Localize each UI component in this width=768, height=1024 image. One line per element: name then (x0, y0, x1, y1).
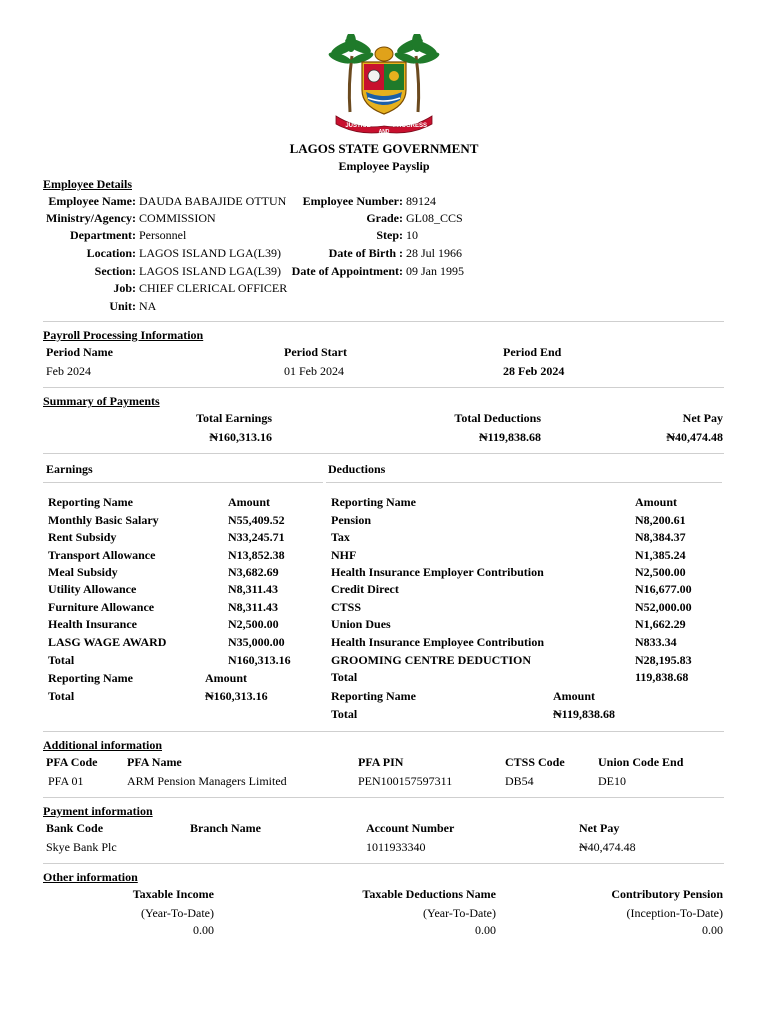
net-pay-label: Net Pay (682, 411, 723, 425)
deductions-heading: Deductions (328, 462, 386, 476)
earnings-sub-col-name: Reporting Name (48, 671, 133, 685)
org-title: LAGOS STATE GOVERNMENT (289, 141, 479, 156)
pfa-code-value: PFA 01 (48, 774, 84, 788)
deductions-row-name: Health Insurance Employer Contribution (331, 565, 544, 579)
earnings-sub-total-value: ₦160,313.16 (205, 689, 268, 703)
contributory-pension-value: 0.00 (702, 923, 723, 937)
deductions-row-name: CTSS (331, 600, 362, 614)
earnings-row-amount: N13,852.38 (228, 548, 285, 562)
deductions-sub-total-label: Total (331, 707, 358, 721)
pfa-pin-value: PEN100157597311 (358, 774, 453, 788)
total-deductions-value: ₦119,838.68 (478, 430, 541, 444)
earnings-row-name: Transport Allowance (48, 548, 156, 562)
period-end-label: Period End (503, 345, 562, 359)
location-value: LAGOS ISLAND LGA(L39) (139, 246, 281, 260)
dob-value: 28 Jul 1966 (406, 246, 463, 260)
divider (43, 387, 724, 388)
period-start-label: Period Start (284, 345, 347, 359)
additional-heading: Additional information (43, 738, 163, 752)
department-label: Department: (70, 228, 136, 242)
earnings-row-amount: N33,245.71 (228, 530, 285, 544)
employee-details-heading: Employee Details (43, 177, 132, 191)
earnings-row-amount: N2,500.00 (228, 617, 279, 631)
earnings-row-name: Health Insurance (48, 617, 138, 631)
earnings-total-value: N160,313.16 (228, 653, 291, 667)
ctss-code-label: CTSS Code (505, 755, 565, 769)
doa-label: Date of Appointment: (291, 264, 403, 278)
deductions-sub-total-value: ₦119,838.68 (553, 707, 616, 721)
total-earnings-label: Total Earnings (196, 411, 272, 425)
earnings-heading: Earnings (46, 462, 93, 476)
pfa-code-label: PFA Code (46, 755, 98, 769)
earnings-total-label: Total (48, 653, 75, 667)
earnings-row-amount: N3,682.69 (228, 565, 279, 579)
employee-number-label: Employee Number: (302, 194, 403, 208)
job-label: Job: (113, 281, 136, 295)
deductions-row-amount: N1,662.29 (635, 617, 686, 631)
earnings-row-amount: N8,311.43 (228, 582, 279, 596)
section-value: LAGOS ISLAND LGA(L39) (139, 264, 281, 278)
pfa-pin-label: PFA PIN (358, 755, 404, 769)
other-heading: Other information (43, 870, 138, 884)
earnings-sub-total-label: Total (48, 689, 75, 703)
pfa-name-label: PFA Name (127, 755, 182, 769)
deductions-row-name: GROOMING CENTRE DEDUCTION (331, 653, 532, 667)
deductions-row-name: Union Dues (331, 617, 391, 631)
divider (43, 863, 724, 864)
employee-name-value: DAUDA BABAJIDE OTTUN (139, 194, 287, 208)
payment-net-pay-value: ₦40,474.48 (579, 840, 636, 854)
contributory-pension-period: (Inception-To-Date) (626, 906, 723, 920)
earnings-row-name: LASG WAGE AWARD (48, 635, 167, 649)
department-value: Personnel (139, 228, 187, 242)
crest-motto-right: PROGRESS (392, 123, 428, 129)
step-label: Step: (376, 228, 403, 242)
grade-label: Grade: (366, 211, 403, 225)
ministry-value: COMMISSION (139, 211, 216, 225)
deductions-row-amount: N1,385.24 (635, 548, 686, 562)
crest-motto-mid: AND (378, 129, 390, 135)
period-end-value: 28 Feb 2024 (503, 364, 565, 378)
section-label: Section: (94, 264, 136, 278)
taxable-income-period: (Year-To-Date) (140, 906, 214, 920)
branch-name-label: Branch Name (190, 821, 261, 835)
divider (43, 797, 724, 798)
crest-motto-left: JUSTICE (345, 123, 371, 129)
divider (326, 482, 722, 483)
deductions-sub-col-amount: Amount (553, 689, 596, 703)
deductions-row-amount: N28,195.83 (635, 653, 692, 667)
deductions-row-name: Health Insurance Employee Contribution (331, 635, 545, 649)
contributory-pension-label: Contributory Pension (611, 887, 723, 901)
deductions-row-name: Pension (331, 513, 372, 527)
union-code-label: Union Code End (598, 755, 684, 769)
deductions-row-amount: N833.34 (635, 635, 677, 649)
employee-name-label: Employee Name: (48, 194, 136, 208)
earnings-row-name: Utility Allowance (48, 582, 137, 596)
account-number-value: 1011933340 (366, 840, 426, 854)
ctss-code-value: DB54 (505, 774, 534, 788)
earnings-row-name: Meal Subsidy (48, 565, 118, 579)
deductions-sub-col-name: Reporting Name (331, 689, 416, 703)
period-name-label: Period Name (46, 345, 113, 359)
step-value: 10 (406, 228, 418, 242)
deductions-col-amount: Amount (635, 495, 678, 509)
account-number-label: Account Number (366, 821, 455, 835)
deductions-row-amount: N52,000.00 (635, 600, 692, 614)
net-pay-value: ₦40,474.48 (666, 430, 723, 444)
earnings-row-name: Furniture Allowance (48, 600, 155, 614)
taxable-income-label: Taxable Income (132, 887, 214, 901)
earnings-row-amount: N8,311.43 (228, 600, 279, 614)
taxable-deductions-label: Taxable Deductions Name (362, 887, 496, 901)
payment-net-pay-label: Net Pay (579, 821, 620, 835)
job-value: CHIEF CLERICAL OFFICER (139, 281, 288, 295)
period-start-value: 01 Feb 2024 (284, 364, 344, 378)
bank-code-value: Skye Bank Plc (46, 840, 117, 854)
bank-code-label: Bank Code (46, 821, 104, 835)
deductions-row-amount: N2,500.00 (635, 565, 686, 579)
deductions-total-value: 119,838.68 (635, 670, 689, 684)
payment-heading: Payment information (43, 804, 153, 818)
location-label: Location: (86, 246, 136, 260)
period-name-value: Feb 2024 (46, 364, 91, 378)
lagos-state-crest-logo (328, 34, 440, 140)
deductions-row-amount: N16,677.00 (635, 582, 692, 596)
dob-label: Date of Birth : (328, 246, 403, 260)
deductions-row-name: Tax (331, 530, 350, 544)
doa-value: 09 Jan 1995 (406, 264, 464, 278)
union-code-value: DE10 (598, 774, 626, 788)
taxable-income-value: 0.00 (193, 923, 214, 937)
total-deductions-label: Total Deductions (454, 411, 541, 425)
taxable-deductions-period: (Year-To-Date) (422, 906, 496, 920)
taxable-deductions-value: 0.00 (475, 923, 496, 937)
employee-number-value: 89124 (406, 194, 436, 208)
earnings-col-name: Reporting Name (48, 495, 133, 509)
unit-value: NA (139, 299, 157, 313)
doc-title: Employee Payslip (338, 159, 430, 173)
earnings-row-name: Rent Subsidy (48, 530, 117, 544)
deductions-row-name: NHF (331, 548, 357, 562)
unit-label: Unit: (109, 299, 136, 313)
summary-heading: Summary of Payments (43, 394, 160, 408)
divider (43, 482, 323, 483)
payroll-heading: Payroll Processing Information (43, 328, 204, 342)
earnings-sub-col-amount: Amount (205, 671, 248, 685)
deductions-row-name: Credit Direct (331, 582, 399, 596)
divider (43, 731, 724, 732)
earnings-row-amount: N55,409.52 (228, 513, 285, 527)
pfa-name-value: ARM Pension Managers Limited (127, 774, 287, 788)
deductions-col-name: Reporting Name (331, 495, 416, 509)
deductions-row-amount: N8,200.61 (635, 513, 686, 527)
divider (43, 321, 724, 322)
total-earnings-value: ₦160,313.16 (209, 430, 272, 444)
earnings-row-name: Monthly Basic Salary (48, 513, 159, 527)
earnings-col-amount: Amount (228, 495, 271, 509)
earnings-row-amount: N35,000.00 (228, 635, 285, 649)
grade-value: GL08_CCS (406, 211, 463, 225)
deductions-total-label: Total (331, 670, 358, 684)
divider (43, 453, 724, 454)
deductions-row-amount: N8,384.37 (635, 530, 686, 544)
ministry-label: Ministry/Agency: (46, 211, 136, 225)
